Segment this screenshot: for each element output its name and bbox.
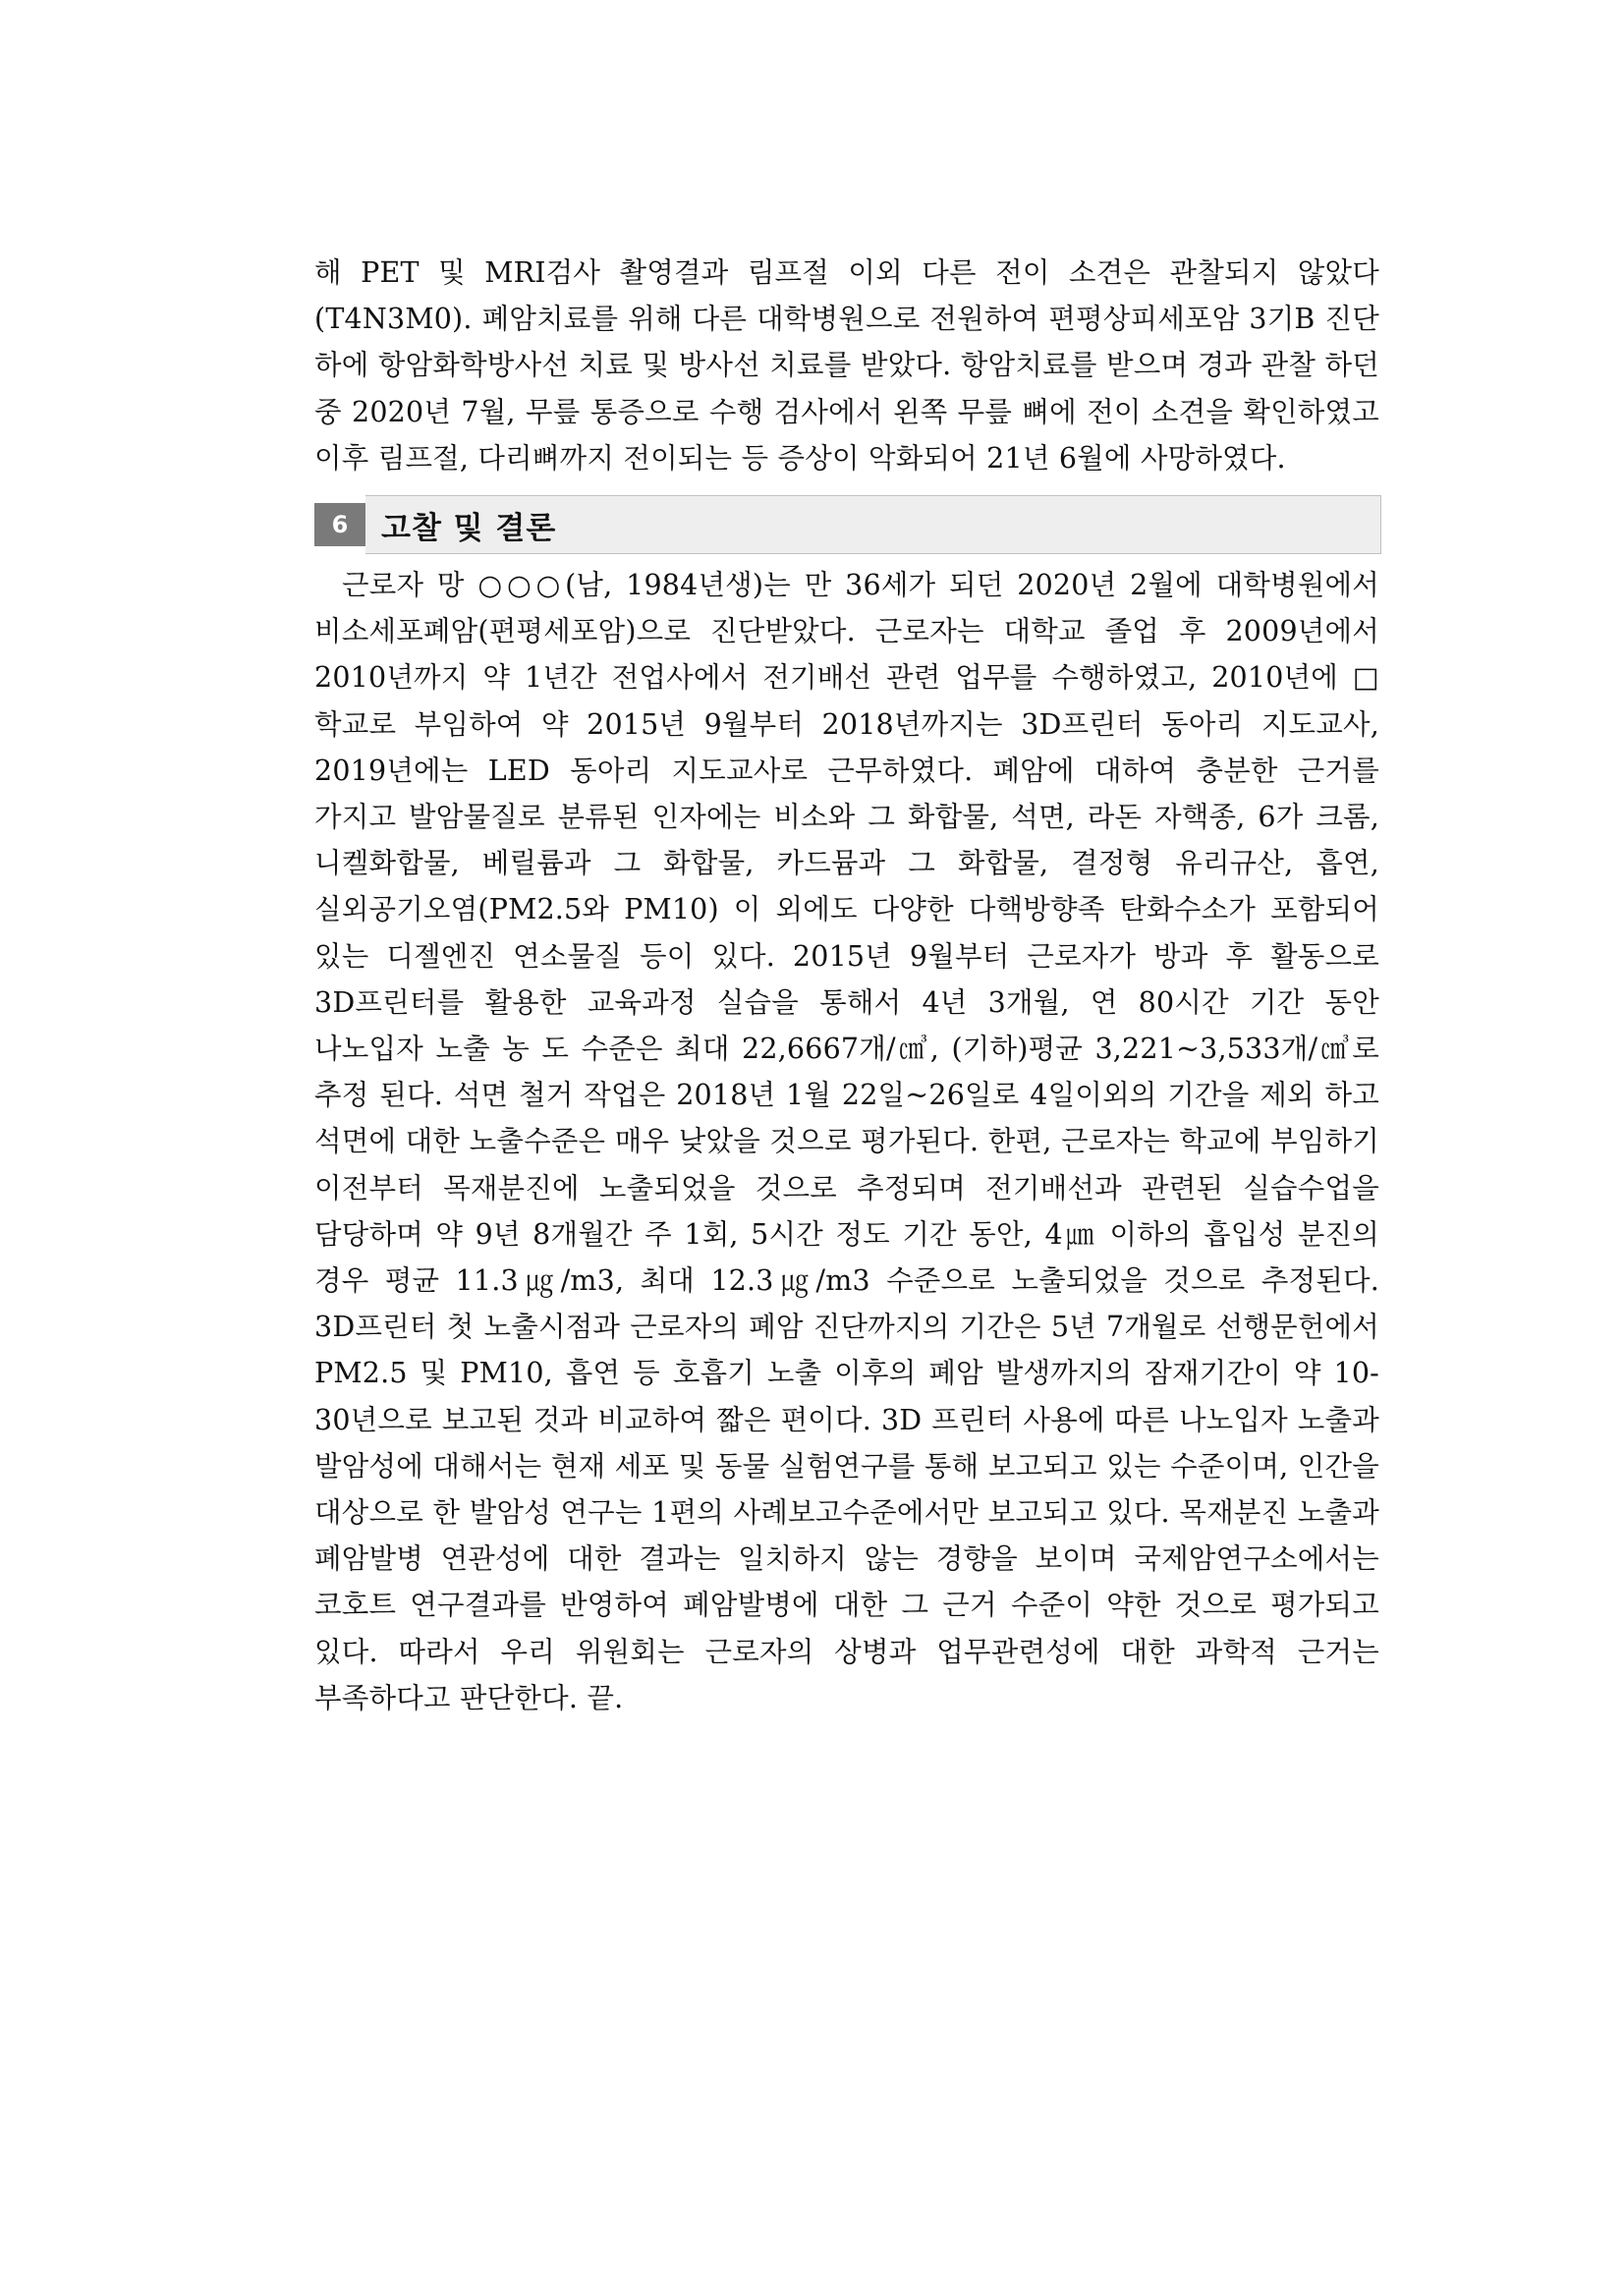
document-body (314, 250, 1379, 1721)
conclusion-paragraph-wrapper (314, 562, 1379, 1721)
conclusion-paragraph: 근로자 망 ○○○(남, 1984년생)는 만 36세가 되던 2020년 2월에 대학병원에서 비소세포폐암(편평세포암)으로 진단받았다. 근로자는 대학교 졸업 후 2009년에서 2010년까지 약 1년간 전업사에서 전기배선 관련 업무를 수행하였고, 2010년에 □학교로 부임하여 약 2015년 9월부터 2018년까지는 3D프린터 동아리 지도교사, 2019년에는 LED 동아리 지도교사로 근무하였다. 폐암에 대하여 충분한 근거를 가지고 발암물질로 분류된 인자에는 비소와 그 화합물, 석면, 라돈 자핵종, 6가 크롬, 니켈화합물, 베릴륨과 그 화합물, 카드뮴과 그 화합물, 결정형 유리규산, 흡연, 실외공기오염(PM2.5와 PM10) 이 외에도 다양한 다핵방향족 탄화수소가 포함되어 있는 디젤엔진 연소물질 등이 있다. 2015년 9월부터 근로자가 방과 후 활동으로 3D프린터를 활용한 교육과정 실습을 통해서 4년 3개월, 연 80시간 기간 동안 나노입자 노출 농 도 수준은 최대 22,6667개/㎤, (기하)평균 3,221~3,533개/㎤로 추정 된다. 석면 철거 작업은 2018년 1월 22일~26일로 4일이외의 기간을 제외 하고 석면에 대한 노출수준은 매우 낮았을 것으로 평가된다. 한편, 근로자는 학교에 부임하기 이전부터 목재분진에 노출되었을 것으로 추정되며 전기배선과 관련된 실습수업을 담당하며 약 9년 8개월간 주 1회, 5시간 정도 기간 동안, 4㎛ 이하의 흡입성 분진의 경우 평균 11.3㎍/m3, 최대 12.3㎍/m3 수준으로 노출되었을 것으로 추정된다. 3D프린터 첫 노출시점과 근로자의 폐암 진단까지의 기간은 5년 7개월로 선행문헌에서 PM2.5 및 PM10, 흡연 등 호흡기 노출 이후의 폐암 발생까지의 잠재기간이 약 10-30년으로 보고된 것과 비교하여 짧은 편이다. 3D 프린터 사용에 따른 나노입자 노출과 발암성에 대해서는 현재 세포 및 동물 실험연구를 통해 보고되고 있는 수준이며, 인간을 대상으로 한 발암성 연구는 1편의 사례보고수준에서만 보고되고 있다. 목재분진 노출과 폐암발병 연관성에 대한 결과는 일치하지 않는 경향을 보이며 국제암연구소에서는 코호트 연구결과를 반영하여 폐암발병에 대한 그 근거 수준이 약한 것으로 평가되고 있다. 따라서 우리 위원회는 근로자의 상병과 업무관련성에 대한 과학적 근거는 부족하다고 판단한다. 끝. (314, 569, 1379, 1714)
continuation-paragraph: 해 PET 및 MRI검사 촬영결과 림프절 이외 다른 전이 소견은 관찰되지 않았다(T4N3M0). 폐암치료를 위해 다른 대학병원으로 전원하여 편평상피세포암 3기B 진단 하에 항암화학방사선 치료 및 방사선 치료를 받았다. 항암치료를 받으며 경과 관찰 하던 중 2020년 7월, 무릎 통증으로 수행 검사에서 왼쪽 무릎 뼈에 전이 소견을 확인하였고 이후 림프절, 다리뼈까지 전이되는 등 증상이 악화되어 21년 6월에 사망하였다. (314, 256, 1379, 475)
section-number-badge: 6 (314, 503, 365, 546)
section-heading (314, 495, 1379, 554)
section-title: 고찰 및 결론 (381, 510, 557, 546)
